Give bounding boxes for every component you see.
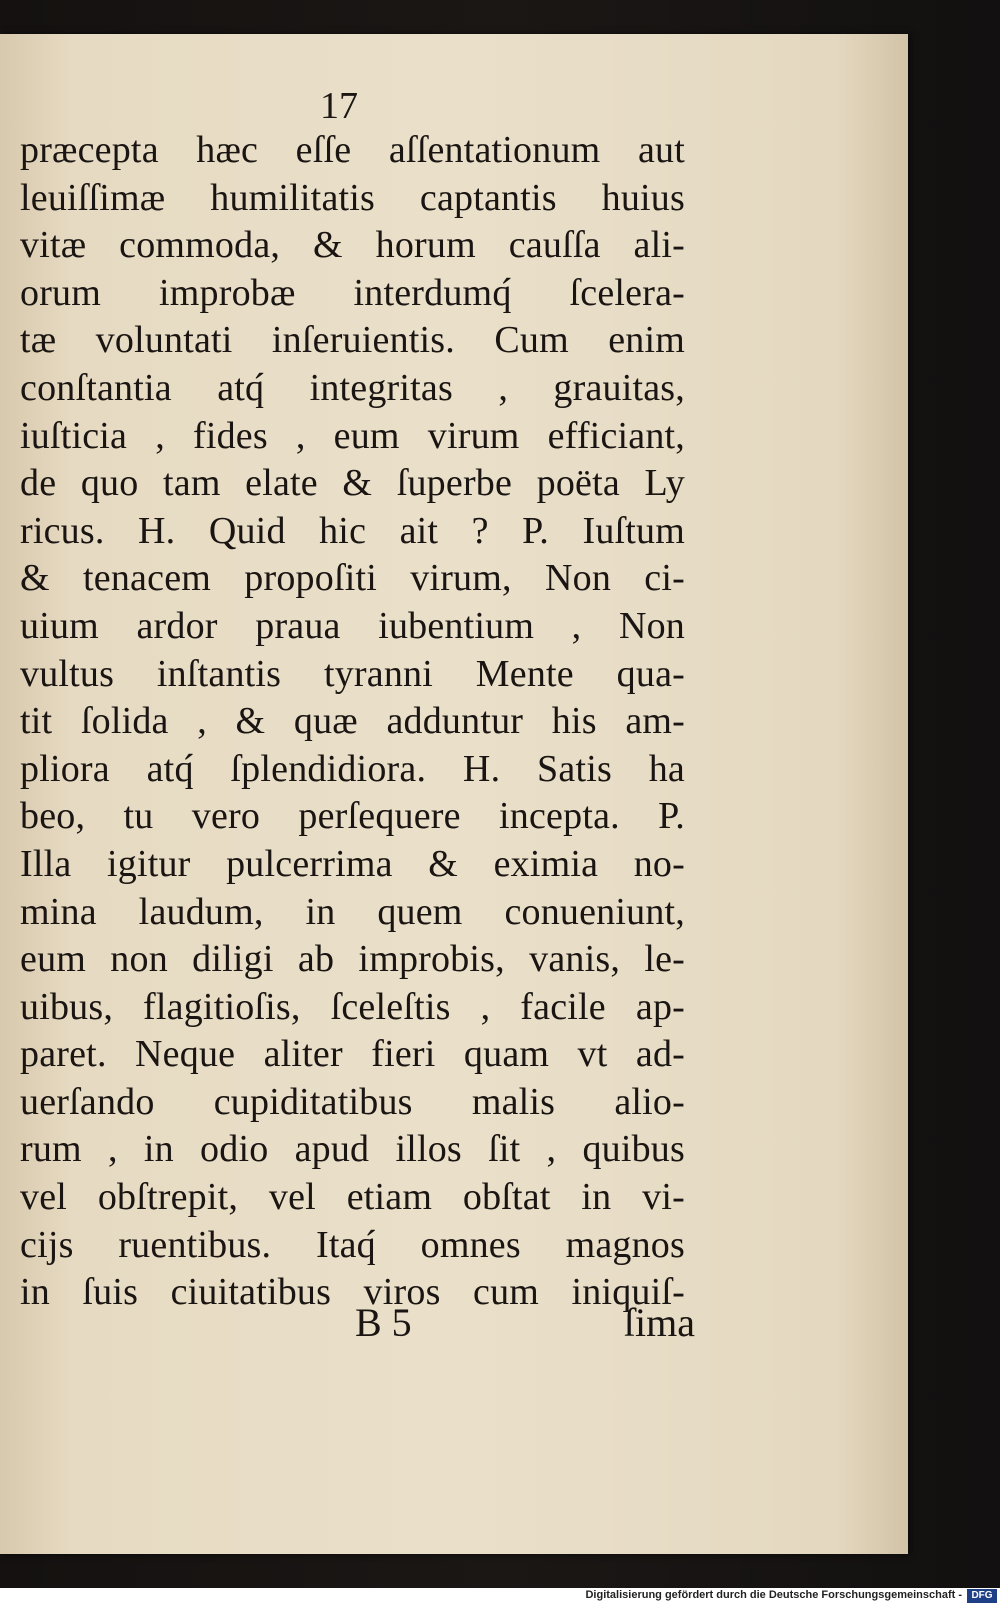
text-line: paret. Neque aliter fieri quam vt ad- [20,1033,685,1076]
text-line: vel obſtrepit, vel etiam obſtat in vi- [20,1176,685,1219]
page-number: 17 [320,85,358,127]
text-line: Illa igitur pulcerrima & eximia no- [20,842,685,885]
text-line: tæ voluntati inſeruientis. Cum enim [20,319,685,362]
catchword: ſima [623,1300,695,1345]
text-line: beo, tu vero perſequere incepta. P. [20,795,685,838]
text-line: pliora atq́ ſplendidiora. H. Satis ha [20,747,685,790]
dfg-logo: DFG [967,1589,997,1603]
text-line: mina laudum, in quem conueniunt, [20,890,685,933]
text-line: orum improbæ interdumq́ ſcelera- [20,271,685,314]
body-text [20,127,685,1317]
book-page [0,34,908,1554]
page-footer [20,1299,695,1349]
text-line: rum , in odio apud illos ſit , quibus [20,1128,685,1171]
text-line: præcepta hæc eſſe aſſentationum aut [20,129,685,171]
credit-text: Digitalisierung gefördert durch die Deutsche Forschungsgemeinschaft - [585,1589,962,1601]
text-line: vultus inſtantis tyranni Mente qua- [20,652,685,695]
text-line: iuſticia , fides , eum virum efficiant, [20,414,685,457]
text-line: eum non diligi ab improbis, vanis, le- [20,938,685,981]
text-line: ricus. H. Quid hic ait ? P. Iuſtum [20,509,685,552]
text-line: uibus, flagitioſis, ſceleſtis , facile ap- [20,985,685,1028]
text-line: in ſuis ciuitatibus viros cum iniquiſ- [20,1271,685,1314]
text-line: cijs ruentibus. Itaq́ omnes magnos [20,1223,685,1266]
credit-bar [0,1588,1000,1605]
text-line: & tenacem propoſiti virum, Non ci- [20,557,685,600]
text-line: vitæ commoda, & horum cauſſa ali- [20,224,685,267]
text-line: leuiſſimæ humilitatis captantis huius [20,176,685,219]
text-line: tit ſolida , & quæ adduntur his am- [20,700,685,743]
text-line: conſtantia atq́ integritas , grauitas, [20,366,685,409]
text-line: uerſando cupiditatibus malis alio- [20,1080,685,1123]
text-line: uium ardor praua iubentium , Non [20,604,685,647]
text-line: de quo tam elate & ſuperbe poëta Ly [20,462,685,505]
signature-mark: B 5 [355,1300,412,1345]
